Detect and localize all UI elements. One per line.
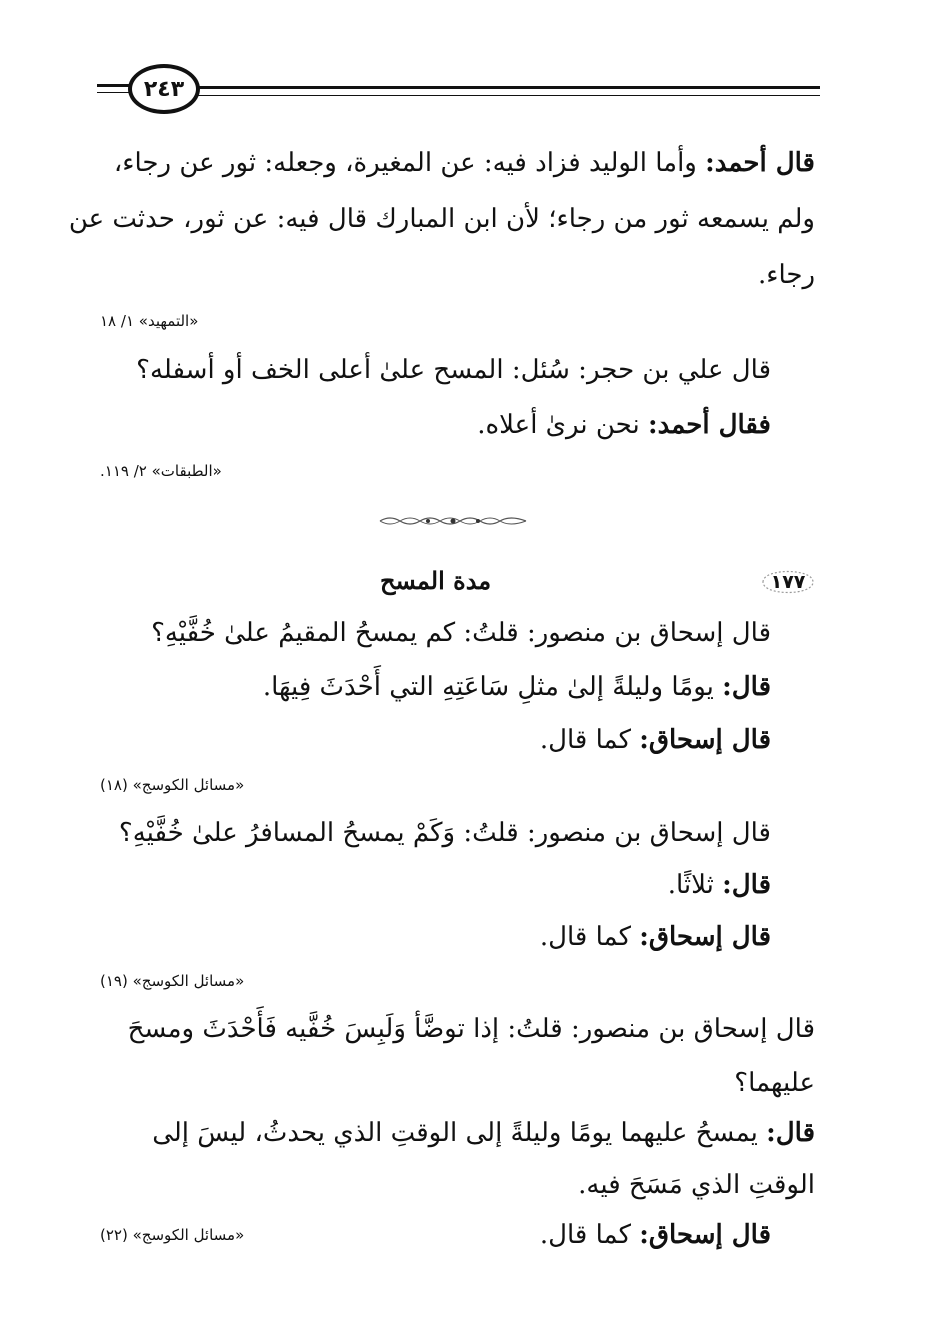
- text-line: رجاء.: [757, 260, 815, 290]
- speaker-label: قال:: [722, 672, 771, 702]
- ornament-divider: [378, 515, 528, 527]
- text-line: [540, 1220, 771, 1251]
- text-line: [263, 672, 771, 703]
- source-reference: «مسائل الكوسج» (٢٢): [100, 1226, 245, 1244]
- line-text: يومًا وليلةً إلىٰ مثلِ سَاعَتِهِ التي أَحْدَثَ فِيهَا.: [262, 672, 723, 702]
- line-text: كما قال.: [539, 922, 640, 952]
- page-number: ٢٤٣: [128, 64, 200, 114]
- speaker-label: فقال أحمد:: [647, 410, 771, 440]
- text-line: [114, 148, 815, 179]
- source-reference: «الطبقات» ٢/ ١١٩.: [100, 462, 222, 480]
- source-reference: «التمهيد» ١/ ١٨: [100, 312, 199, 330]
- chapter-number-badge: [757, 562, 819, 602]
- text-line: ولم يسمعه ثور من رجاء؛ لأن ابن المبارك قال فيه: عن ثور، حدثت عن: [68, 204, 815, 234]
- speaker-label: قال إسحاق:: [639, 1220, 771, 1250]
- source-reference: «مسائل الكوسج» (١٨): [100, 776, 245, 794]
- text-line: الوقتِ الذي مَسَحَ فيه.: [578, 1170, 815, 1200]
- text-line: عليهما؟: [734, 1068, 815, 1098]
- text-line: [540, 725, 771, 756]
- header-rule: [190, 86, 820, 89]
- text-line: [152, 1118, 815, 1149]
- line-text: ثلاثًا.: [667, 870, 723, 900]
- text-line: قال إسحاق بن منصور: قلتُ: كم يمسحُ المقيمُ علىٰ خُفَّيْهِ؟: [151, 618, 771, 648]
- speaker-label: قال إسحاق:: [639, 922, 771, 952]
- text-line: قال علي بن حجر: سُئل: المسح علىٰ أعلى الخف أو أسفله؟: [136, 355, 771, 385]
- line-text: يمسحُ عليهما يومًا وليلةً إلى الوقتِ الذي يحدثُ، ليسَ إلى: [152, 1118, 767, 1148]
- text-line: قال إسحاق بن منصور: قلتُ: وَكَمْ يمسحُ المسافرُ علىٰ خُفَّيْهِ؟: [118, 818, 771, 848]
- text-line: [668, 870, 771, 901]
- line-text: وأما الوليد فزاد فيه: عن المغيرة، وجعله: ثور عن رجاء،: [113, 148, 706, 178]
- line-text: نحن نرىٰ أعلاه.: [477, 410, 648, 440]
- text-line: [540, 922, 771, 953]
- speaker-label: قال:: [722, 870, 771, 900]
- text-line: قال إسحاق بن منصور: قلتُ: إذا توضَّأ وَلَبِسَ خُفَّيه فَأَحْدَثَ ومسحَ: [127, 1014, 815, 1044]
- source-reference: «مسائل الكوسج» (١٩): [100, 972, 245, 990]
- speaker-label: قال إسحاق:: [639, 725, 771, 755]
- line-text: كما قال.: [539, 1220, 640, 1250]
- speaker-label: قال:: [766, 1118, 815, 1148]
- speaker-label: قال أحمد:: [705, 148, 815, 178]
- chapter-title: مدة المسح: [380, 566, 492, 595]
- line-text: كما قال.: [539, 725, 640, 755]
- text-line: [477, 410, 771, 441]
- chapter-number: ١٧٧: [770, 571, 806, 593]
- header-rule-thin: [190, 95, 820, 96]
